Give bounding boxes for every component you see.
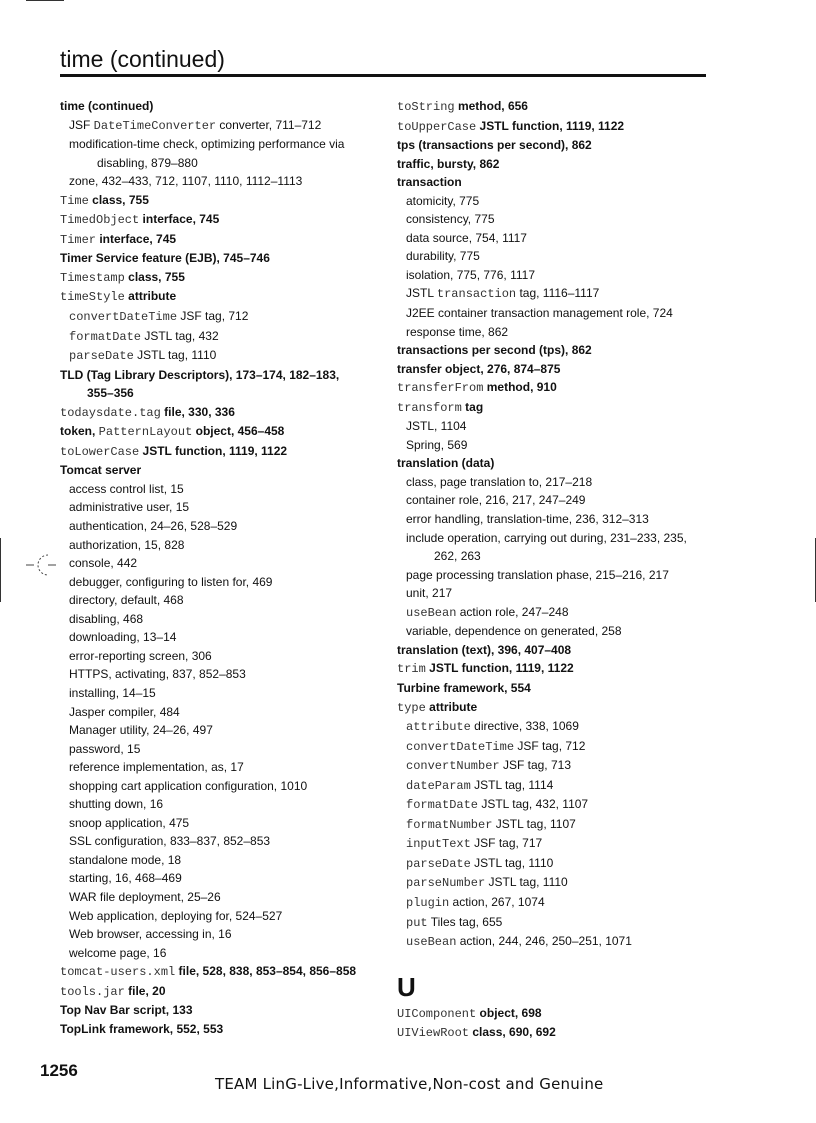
entry-text: TopLink framework, 552, 553 (60, 1021, 224, 1036)
entry-text: translation (data) (397, 456, 495, 471)
index-subentry (60, 665, 390, 684)
entry-text: durability, 775 (406, 249, 480, 264)
entry-text: Tomcat server (60, 463, 142, 478)
entry-text: 262, 263 (434, 549, 481, 564)
entry-text: error handling, translation-time, 236, 312–313 (406, 512, 649, 527)
index-subentry (397, 932, 727, 952)
entry-text: object, 698 (476, 1005, 542, 1020)
index-entry (397, 136, 727, 155)
index-entry (60, 230, 390, 250)
index-entry (60, 268, 390, 288)
index-subentry (397, 417, 727, 436)
entry-text: JSTL function, 1119, 1122 (476, 118, 625, 133)
entry-text: Tiles tag, 655 (427, 914, 503, 929)
index-subentry (397, 266, 727, 285)
entry-text: translation (text), 396, 407–408 (397, 642, 572, 657)
entry-text: attribute (425, 699, 478, 714)
index-subentry (60, 116, 390, 136)
entry-text: Turbine framework, 554 (397, 680, 531, 695)
entry-text: WAR file deployment, 25–26 (69, 889, 221, 904)
entry-text: time (continued) (60, 99, 154, 113)
entry-text: SSL configuration, 833–837, 852–853 (69, 834, 271, 849)
index-subentry (397, 913, 727, 933)
entry-text: type (397, 700, 426, 715)
entry-text: action role, 247–248 (456, 604, 569, 619)
index-subentry (397, 776, 727, 796)
entry-text: UIComponent (397, 1006, 477, 1021)
index-subentry (60, 327, 390, 347)
index-subentry (397, 603, 727, 623)
page-number: 1256 (40, 1061, 78, 1080)
index-subentry (60, 832, 390, 851)
index-entry (60, 1020, 390, 1039)
index-entry (60, 191, 390, 211)
entry-text: action, 244, 246, 250–251, 1071 (456, 934, 632, 949)
index-subentry (60, 944, 390, 963)
entry-text: convertDateTime (406, 739, 515, 754)
index-entry (60, 422, 390, 442)
entry-text: Timer Service feature (EJB), 745–746 (60, 251, 270, 266)
index-subentry (397, 717, 727, 737)
index-entry (397, 679, 727, 698)
entry-text: shopping cart application configuration, 1010 (69, 778, 308, 793)
index-entry (397, 173, 727, 192)
entry-text: parseNumber (406, 876, 486, 891)
footer-text: TEAM LinG-Live,Informative,Non-cost and Genuine (215, 1075, 604, 1093)
index-entry (60, 982, 390, 1002)
entry-text: JSTL function, 1119, 1122 (425, 661, 574, 676)
entry-text: consistency, 775 (406, 212, 495, 227)
index-subentry (397, 210, 727, 229)
index-entry (60, 366, 390, 385)
index-subentry (60, 536, 390, 555)
index-subentry (397, 584, 727, 603)
entry-text: unit, 217 (406, 586, 453, 601)
entry-text: transaction (397, 175, 462, 190)
entry-text: method, 656 (454, 99, 528, 113)
entry-text: tps (transactions per second), 862 (397, 138, 592, 153)
entry-text: atomicity, 775 (406, 193, 480, 208)
registration-mark-icon (26, 551, 56, 579)
entry-text: todaysdate.tag (60, 405, 161, 420)
index-subentry (397, 491, 727, 510)
index-subentry (60, 154, 390, 173)
entry-text: Web application, deploying for, 524–527 (69, 908, 283, 923)
index-entry (397, 378, 727, 398)
entry-text: inputText (406, 837, 471, 852)
entry-text: JSF tag, 713 (499, 758, 571, 773)
entry-text: convertDateTime (69, 310, 178, 325)
index-entry (60, 97, 390, 116)
index-subentry (397, 510, 727, 529)
index-subentry (397, 229, 727, 248)
index-subentry (60, 591, 390, 610)
index-entry (397, 360, 727, 379)
index-entry (60, 403, 390, 423)
index-subentry (60, 777, 390, 796)
index-subentry (60, 703, 390, 722)
entry-text: administrative user, 15 (69, 500, 190, 515)
entry-text: 355–356 (87, 386, 134, 401)
index-subentry (397, 795, 727, 815)
entry-text: method, 910 (483, 380, 557, 395)
entry-text: token, (60, 424, 99, 439)
index-entry (397, 698, 727, 718)
index-subentry (60, 740, 390, 759)
index-subentry (397, 529, 727, 548)
section-letter (397, 972, 727, 1002)
entry-text: attribute (124, 289, 177, 304)
entry-text: class, 755 (88, 192, 149, 207)
entry-text: toUpperCase (397, 119, 477, 134)
index-subentry (60, 307, 390, 327)
index-entry (60, 442, 390, 462)
index-entry (397, 659, 727, 679)
entry-text: starting, 16, 468–469 (69, 871, 182, 886)
index-subentry (397, 436, 727, 455)
entry-text: trim (397, 662, 426, 677)
index-subentry (60, 758, 390, 777)
entry-text: timeStyle (60, 290, 125, 305)
entry-text: dateParam (406, 778, 471, 793)
entry-text: U (397, 971, 416, 1002)
entry-text: JSTL (406, 286, 437, 301)
entry-text: variable, dependence on generated, 258 (406, 624, 622, 639)
index-entry (397, 1004, 727, 1024)
index-subentry (60, 684, 390, 703)
entry-text: Timer (60, 232, 97, 247)
index-subentry (60, 610, 390, 629)
entry-text: parseDate (69, 349, 134, 364)
entry-text: installing, 14–15 (69, 685, 156, 700)
entry-text: formatDate (406, 798, 479, 813)
index-subentry (60, 869, 390, 888)
entry-text: object, 456–458 (192, 424, 285, 439)
index-subentry (60, 925, 390, 944)
index-subentry (397, 304, 727, 323)
index-entry (397, 1023, 727, 1043)
index-subentry (397, 854, 727, 874)
entry-text: Jasper compiler, 484 (69, 704, 180, 719)
entry-text: Time (60, 193, 89, 208)
index-subentry (60, 795, 390, 814)
index-subentry (397, 834, 727, 854)
entry-text: transferFrom (397, 381, 484, 396)
index-subentry (397, 893, 727, 913)
index-entry (60, 962, 390, 982)
index-subentry (60, 907, 390, 926)
entry-text: plugin (406, 895, 450, 910)
entry-text: TLD (Tag Library Descriptors), 173–174, 182–183, (60, 367, 340, 382)
entry-text: JSTL tag, 1110 (485, 875, 568, 890)
index-subentry (60, 573, 390, 592)
entry-text: HTTPS, activating, 837, 852–853 (69, 667, 246, 682)
entry-text: Spring, 569 (406, 437, 468, 452)
entry-text: interface, 745 (139, 212, 220, 227)
entry-text: JSF (69, 117, 94, 132)
index-subentry (60, 721, 390, 740)
index-column-right (397, 97, 727, 1043)
entry-text: Web browser, accessing in, 16 (69, 927, 232, 942)
entry-text: useBean (406, 605, 457, 620)
entry-text: Timestamp (60, 270, 125, 285)
entry-text: JSTL tag, 432 (141, 328, 219, 343)
margin-rule-left (0, 538, 1, 602)
entry-text: Top Nav Bar script, 133 (60, 1003, 193, 1018)
entry-text: JSF tag, 712 (514, 738, 586, 753)
index-subentry (60, 628, 390, 647)
index-entry (60, 287, 390, 307)
index-entry (60, 461, 390, 480)
entry-text: directory, default, 468 (69, 593, 184, 608)
index-subentry (397, 622, 727, 641)
index-subentry (60, 135, 390, 154)
index-subentry (397, 247, 727, 266)
entry-text: tag, 1116–1117 (516, 286, 600, 301)
index-subentry (397, 756, 727, 776)
entry-text: put (406, 915, 428, 930)
index-subentry (60, 498, 390, 517)
entry-text: data source, 754, 1117 (406, 230, 527, 245)
entry-text: J2EE container transaction management role, 724 (406, 306, 673, 321)
index-entry (397, 97, 727, 117)
entry-text: toLowerCase (60, 444, 140, 459)
index-entry (397, 117, 727, 137)
entry-text: attribute (406, 720, 471, 735)
entry-text: JSTL tag, 1110 (133, 348, 217, 363)
crop-mark (26, 0, 64, 1)
entry-text: TimedObject (60, 213, 140, 228)
entry-text: standalone mode, 18 (69, 852, 182, 867)
index-subentry (60, 517, 390, 536)
page-header-title: time (continued) (60, 46, 225, 72)
entry-text: page processing translation phase, 215–216, 217 (406, 567, 669, 582)
entry-text: convertNumber (406, 759, 500, 774)
entry-text: JSF tag, 712 (177, 309, 249, 324)
header-rule (60, 74, 706, 77)
entry-text: JSTL, 1104 (406, 419, 467, 434)
index-subentry (397, 323, 727, 342)
index-subentry (397, 547, 727, 566)
entry-text: container role, 216, 217, 247–249 (406, 493, 586, 508)
index-subentry (397, 873, 727, 893)
entry-text: shutting down, 16 (69, 797, 164, 812)
entry-text: formatDate (69, 329, 142, 344)
entry-text: debugger, configuring to listen for, 469 (69, 574, 273, 589)
index-subentry (60, 814, 390, 833)
entry-text: access control list, 15 (69, 481, 184, 496)
entry-text: JSTL tag, 1110 (470, 855, 554, 870)
entry-text: zone, 432–433, 712, 1107, 1110, 1112–1113 (69, 174, 303, 189)
entry-text: include operation, carrying out during, 231–233, 235, (406, 530, 687, 545)
entry-text: file, 330, 336 (160, 404, 235, 419)
index-subentry (397, 566, 727, 585)
entry-text: directive, 338, 1069 (470, 719, 579, 734)
index-entry (397, 641, 727, 660)
entry-text: transactions per second (tps), 862 (397, 343, 592, 358)
entry-text: transaction (436, 287, 517, 302)
entry-text: transfer object, 276, 874–875 (397, 361, 561, 376)
index-entry (60, 210, 390, 230)
index-subentry (397, 192, 727, 211)
entry-text: Manager utility, 24–26, 497 (69, 723, 213, 738)
entry-text: class, page translation to, 217–218 (406, 474, 593, 489)
entry-text: JSTL tag, 1107 (492, 816, 576, 831)
entry-text: action, 267, 1074 (449, 894, 545, 909)
entry-text: tag (461, 399, 484, 414)
entry-text: class, 690, 692 (469, 1025, 556, 1040)
entry-text: password, 15 (69, 741, 141, 756)
entry-text: useBean (406, 935, 457, 950)
entry-text: traffic, bursty, 862 (397, 156, 500, 171)
entry-text: file, 528, 838, 853–854, 856–858 (175, 964, 357, 979)
index-entry (397, 155, 727, 174)
index-subentry (60, 346, 390, 366)
index-subentry (60, 554, 390, 573)
index-entry (397, 341, 727, 360)
entry-text: file, 20 (124, 983, 166, 998)
index-subentry (397, 284, 727, 304)
entry-text: disabling, 879–880 (97, 155, 198, 170)
entry-text: interface, 745 (96, 231, 177, 246)
index-entry (60, 249, 390, 268)
entry-text: transform (397, 400, 462, 415)
entry-text: downloading, 13–14 (69, 630, 177, 645)
entry-text: authentication, 24–26, 528–529 (69, 519, 238, 534)
index-subentry (397, 473, 727, 492)
entry-text: converter, 711–712 (216, 117, 322, 132)
entry-text: modification-time check, optimizing performance via (69, 137, 345, 152)
entry-text: class, 755 (124, 269, 185, 284)
index-entry (397, 398, 727, 418)
entry-text: toString (397, 100, 455, 114)
index-subentry (60, 851, 390, 870)
index-subentry (60, 480, 390, 499)
entry-text: JSTL tag, 432, 1107 (478, 797, 589, 812)
index-subentry (60, 172, 390, 191)
index-entry (397, 454, 727, 473)
entry-text: parseDate (406, 856, 471, 871)
entry-text: error-reporting screen, 306 (69, 648, 212, 663)
entry-text: JSTL function, 1119, 1122 (139, 443, 288, 458)
index-subentry (60, 384, 390, 403)
index-column-left (60, 97, 390, 1038)
entry-text: formatNumber (406, 817, 493, 832)
entry-text: console, 442 (69, 556, 138, 571)
entry-text: UIViewRoot (397, 1026, 470, 1041)
index-subentry (60, 647, 390, 666)
index-subentry (60, 888, 390, 907)
entry-text: JSF tag, 717 (470, 836, 543, 851)
entry-text: reference implementation, as, 17 (69, 760, 244, 775)
index-entry (60, 1001, 390, 1020)
index-subentry (397, 815, 727, 835)
entry-text: JSTL tag, 1114 (470, 777, 554, 792)
entry-text: DateTimeConverter (93, 118, 217, 133)
entry-text: tools.jar (60, 984, 125, 999)
entry-text: disabling, 468 (69, 611, 144, 626)
entry-text: welcome page, 16 (69, 945, 167, 960)
entry-text: isolation, 775, 776, 1117 (406, 267, 535, 282)
entry-text: snoop application, 475 (69, 815, 190, 830)
entry-text: tomcat-users.xml (60, 965, 176, 980)
index-subentry (397, 737, 727, 757)
entry-text: PatternLayout (98, 425, 193, 440)
entry-text: authorization, 15, 828 (69, 537, 185, 552)
entry-text: response time, 862 (406, 324, 509, 339)
